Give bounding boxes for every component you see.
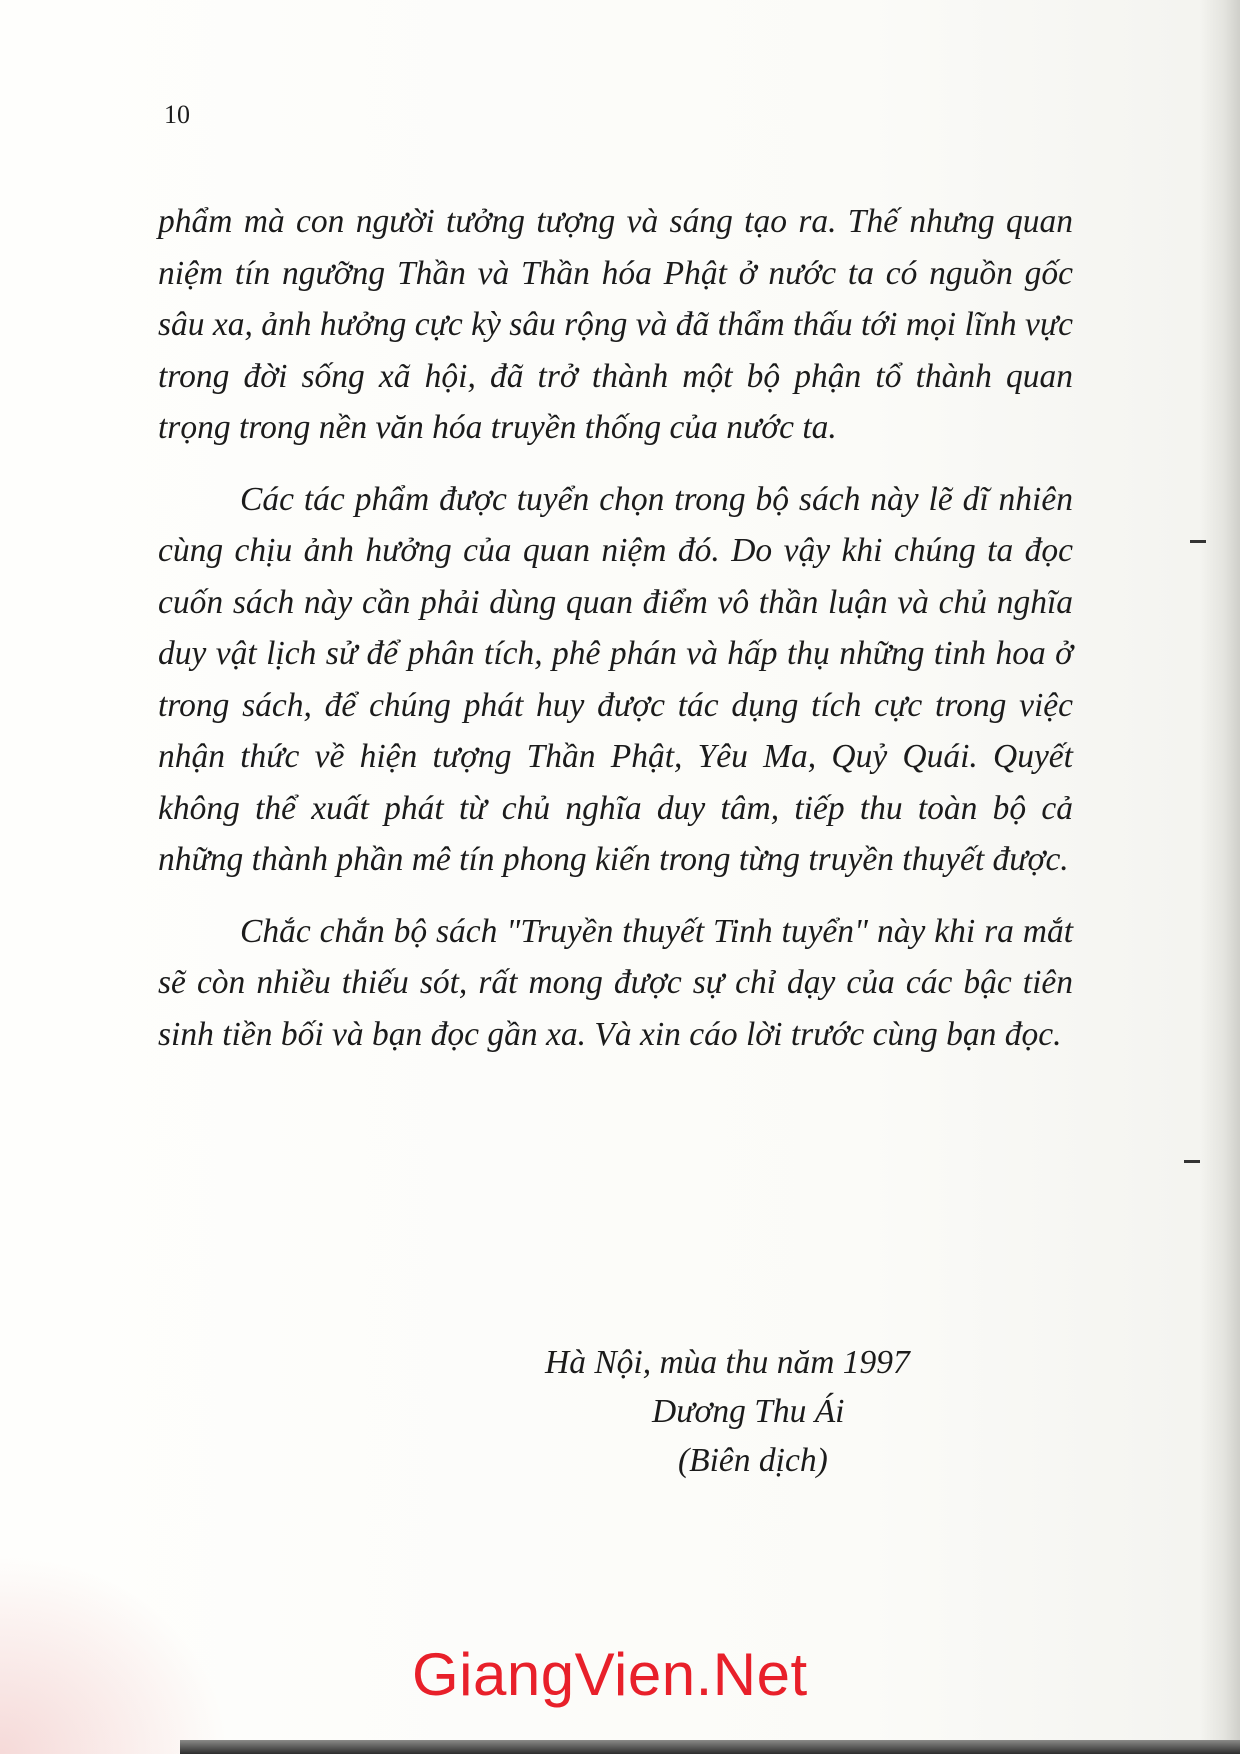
- paragraph-continuation: phẩm mà con người tưởng tượng và sáng tạo ra. Thế nhưng quan niệm tín ngưỡng Thần và Thần hóa Phật ở nước ta có nguồn gốc sâu xa, ảnh hưởng cực kỳ sâu rộng và đã thẩm thấu tới mọi lĩnh vực trong đời sống xã hội, đã trở thành một bộ phận tổ thành quan trọng trong nền văn hóa truyền thống của nước ta.: [158, 203, 1073, 446]
- paragraph: Các tác phẩm được tuyển chọn trong bộ sách này lẽ dĩ nhiên cùng chịu ảnh hưởng của quan niệm đó. Do vậy khi chúng ta đọc cuốn sách này cần phải dùng quan điểm vô thần luận và chủ nghĩa duy vật lịch sử để phân tích, phê phán và hấp thụ những tinh hoa ở trong sách, để chúng phát huy được tác dụng tích cực trong việc nhận thức về hiện tượng Thần Phật, Yêu Ma, Quỷ Quái. Quyết không thể xuất phát từ chủ nghĩa duy tâm, tiếp thu toàn bộ cả những thành phần mê tín phong kiến trong từng truyền thuyết được.: [158, 480, 1073, 878]
- watermark-text: GiangVien.Net: [412, 1641, 808, 1708]
- body-text: [158, 196, 1073, 1060]
- signature-place-date: Hà Nội, mùa thu năm 1997: [545, 1344, 910, 1381]
- paragraph: Chắc chắn bộ sách "Truyền thuyết Tinh tuyển" này khi ra mắt sẽ còn nhiều thiếu sót, rất mong được sự chỉ dạy của các bậc tiên sinh tiền bối và bạn đọc gần xa. Và xin cáo lời trước cùng bạn đọc.: [158, 912, 1073, 1053]
- page-stain: [0, 1554, 230, 1754]
- signature-block: [540, 1338, 1010, 1485]
- margin-mark: [1190, 540, 1206, 543]
- signature-role: (Biên dịch): [678, 1442, 828, 1479]
- page-number: 10: [164, 100, 190, 129]
- signature-name: Dương Thu Ái: [652, 1393, 845, 1430]
- margin-mark: [1184, 1160, 1200, 1163]
- page-edge-shadow: [1200, 0, 1240, 1754]
- bottom-edge-shadow: [180, 1740, 1240, 1754]
